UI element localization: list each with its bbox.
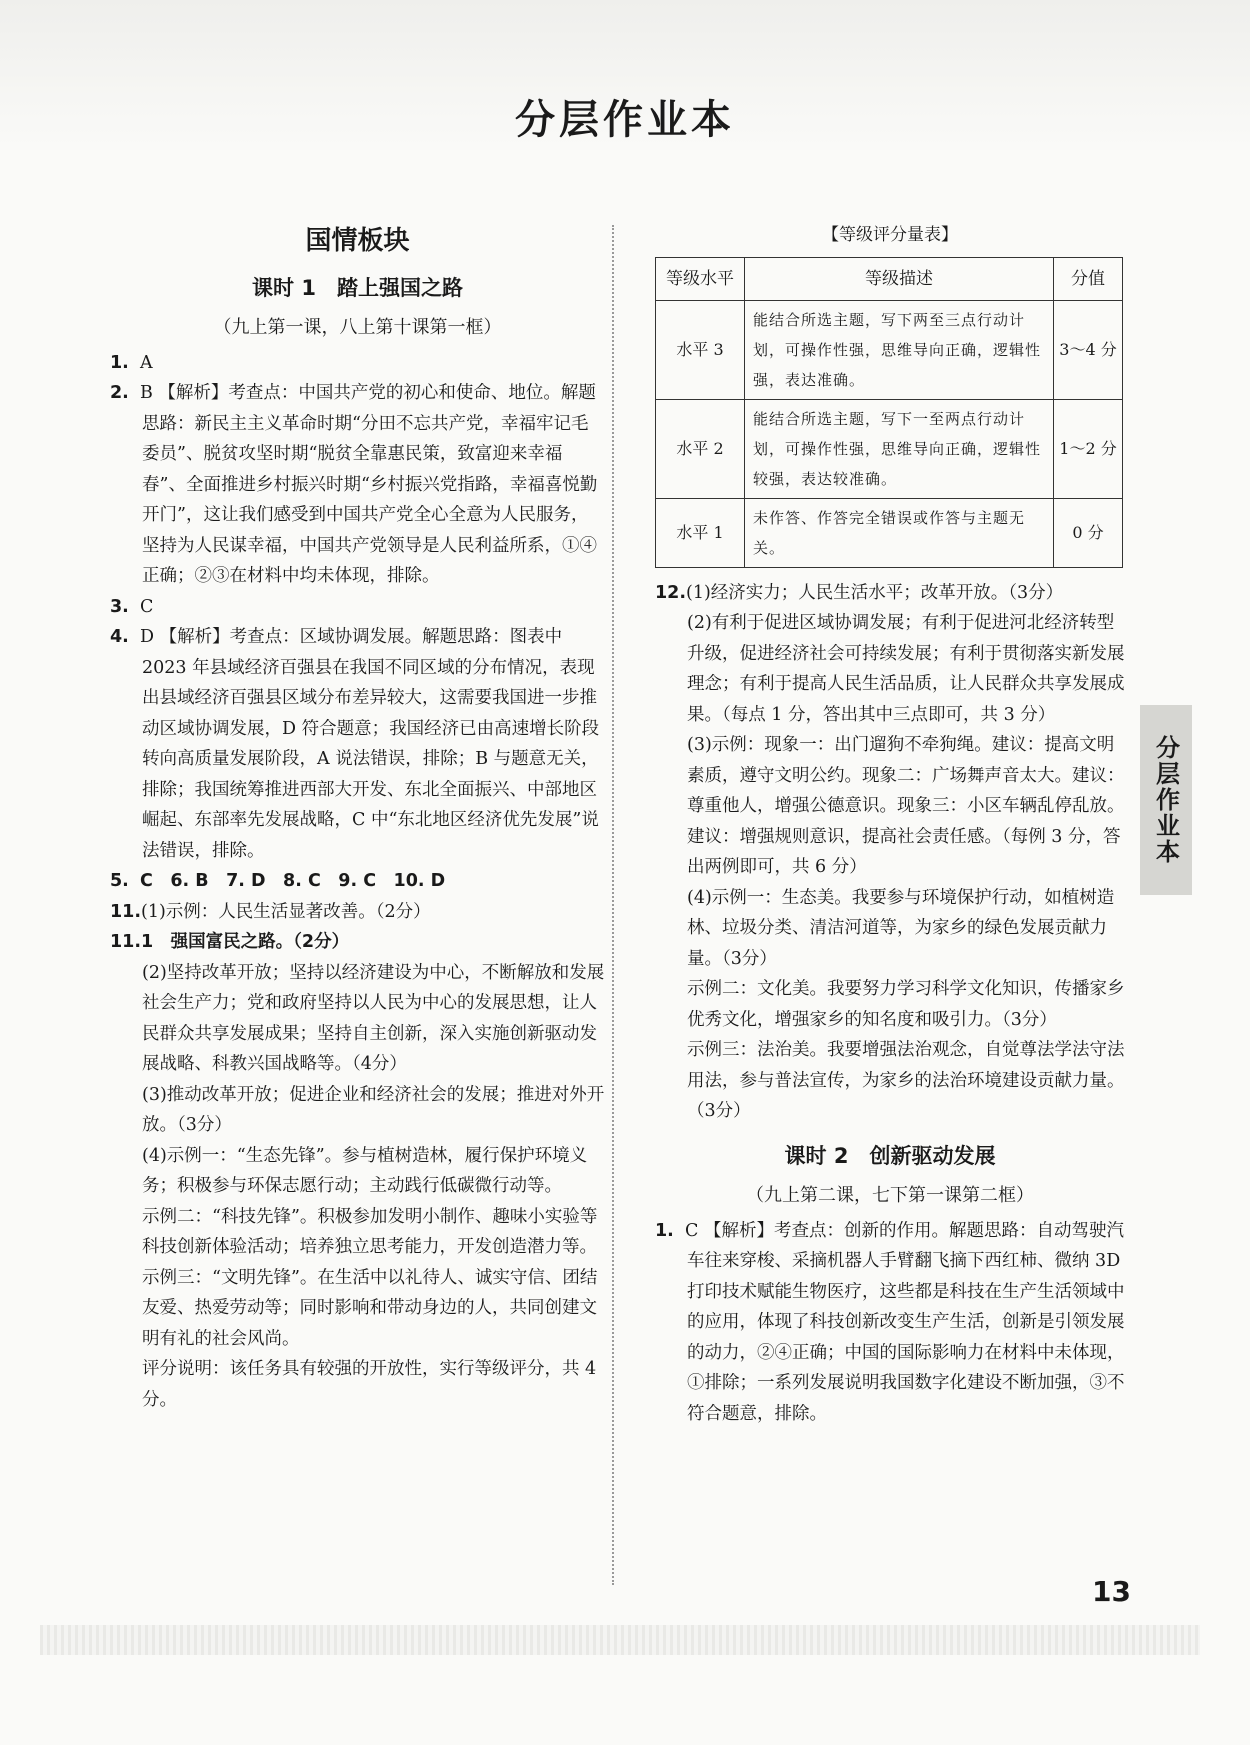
score-cell: 1～2 分 — [1054, 399, 1123, 498]
q11-para: 示例三：“文明先锋”。在生活中以礼待人、诚实守信、团结友爱、热爱劳动等；同时影响和带动身边的人，共同创建文明有礼的社会风尚。 — [142, 1267, 598, 1349]
section-title: 国情板块 — [305, 226, 410, 256]
q12-para: (2)有利于促进区域协调发展；有利于促进河北经济转型升级，促进经济社会可持续发展；有利于贯彻落实新发展理念；有利于提高人民生活品质，让人民群众共享发展成果。（每点 1 分，答出其中三点即可，共 3 分） — [687, 613, 1125, 725]
q11-para: (2)坚持改革开放；坚持以经济建设为中心，不断解放和发展社会生产力；党和政府坚持以人民为中心的发展思想，让人民群众共享发展成果；坚持自主创新，深入实施创新驱动发展战略、科教兴国战略等。（4分） — [142, 962, 605, 1074]
answer-item: 5. C 6. B 7. D 8. C 9. C 10. D — [110, 871, 446, 891]
right-column — [655, 220, 1125, 1429]
side-tab: 分层作业本 — [1140, 705, 1192, 895]
left-column — [110, 220, 605, 1415]
q12-para: 示例三：法治美。我要增强法治观念，自觉尊法学法守法用法，参与普法宣传，为家乡的法治环境建设贡献力量。（3分） — [687, 1040, 1125, 1121]
lesson1-subtitle: （九上第一课，八上第十课第一框） — [213, 317, 502, 338]
q12-para: (3)示例：现象一：出门遛狗不牵狗绳。建议：提高文明素质，遵守文明公约。现象二：广场舞声音太大。建议：尊重他人，增强公德意识。现象三：小区车辆乱停乱放。建议：增强规则意识，提高社会责任感。（每例 3 分，答出两例即可，共 6 分） — [687, 735, 1125, 877]
score-cell: 3～4 分 — [1054, 300, 1123, 399]
answer-item: 4. D 【解析】考查点：区域协调发展。解题思路：图表中 2023 年县域经济百强县在我国不同区域的分布情况，表现出县域经济百强县区域分布差异较大，这需要我国进一步推动区域协调发展，D 符合题意；我国经济已由高速增长阶段转向高质量发展阶段，A 说法错误，排除；B 与题意无关，排除；我国统筹推进西部大开发、东北全面振兴、中部地区崛起、东部率先发展战略，C 中“东北地区经济优先发展”说法错误，排除。 — [110, 627, 600, 861]
table-caption: 【等级评分量表】 — [822, 225, 958, 245]
q12-para: 示例二：文化美。我要努力学习科学文化知识，传播家乡优秀文化，增强家乡的知名度和吸引力。（3分） — [687, 979, 1125, 1030]
answer-item: 2. B 【解析】考查点：中国共产党的初心和使命、地位。解题思路：新民主主义革命时期“分田不忘共产党，幸福牢记毛委员”、脱贫攻坚时期“脱贫全靠惠民策，致富迎来幸福春”、全面推进乡村振兴时期“乡村振兴党指路，幸福喜悦勤开门”，这让我们感受到中国共产党全心全意为人民服务，坚持为人民谋幸福，中国共产党领导是人民利益所系，①④正确；②③在材料中均未体现，排除。 — [110, 383, 598, 586]
grading-table — [655, 257, 1123, 568]
desc-cell: 未作答、作答完全错误或作答与主题无关。 — [745, 498, 1054, 567]
desc-cell: 能结合所选主题，写下一至两点行动计划，可操作性强，思维导向正确，逻辑性较强，表达较准确。 — [745, 399, 1054, 498]
level-cell: 水平 3 — [656, 300, 745, 399]
lesson1-title: 课时 1 踏上强国之路 — [252, 275, 463, 300]
page-title: 分层作业本 — [515, 97, 735, 143]
page-number: 13 — [1092, 1575, 1131, 1608]
lesson2-subtitle: （九上第二课，七下第一课第二框） — [746, 1185, 1034, 1206]
answer-item: 1. C 【解析】考查点：创新的作用。解题思路：自动驾驶汽车往来穿梭、采摘机器人手臂翻飞摘下西红柿、微纳 3D 打印技术赋能生物医疗，这些都是科技在生产生活领域中的应用，体现了科技创新改变生产生活，创新是引领发展的动力，②④正确；中国的国际影响力在材料中未体现，①排除；一系列发展说明我国数字化建设不断加强，③不符合题意，排除。 — [655, 1220, 1125, 1424]
answer-item: 11.(1)示例：人民生活显著改善。（2分） — [110, 901, 431, 922]
table-row — [656, 498, 1123, 567]
column-divider — [612, 225, 614, 1585]
table-header: 等级描述 — [745, 257, 1054, 300]
score-cell: 0 分 — [1054, 498, 1123, 567]
table-header-row — [656, 257, 1123, 300]
table-row — [656, 399, 1123, 498]
table-header: 分值 — [1054, 257, 1123, 300]
table-row — [656, 300, 1123, 399]
level-cell: 水平 2 — [656, 399, 745, 498]
q11-para: (3)推动改革开放；促进企业和经济社会的发展；推进对外开放。（3分） — [142, 1084, 605, 1135]
scan-footer-band — [40, 1625, 1200, 1655]
q11-1-head: 11.1 强国富民之路。（2分） — [110, 932, 350, 952]
q11-para: 评分说明：该任务具有较强的开放性，实行等级评分，共 4 分。 — [142, 1359, 597, 1410]
level-cell: 水平 1 — [656, 498, 745, 567]
answer-item: 12.(1)经济实力；人民生活水平；改革开放。（3分） — [655, 582, 1064, 603]
desc-cell: 能结合所选主题，写下两至三点行动计划，可操作性强，思维导向正确，逻辑性强，表达准确。 — [745, 300, 1054, 399]
q11-para: (4)示例一：“生态先锋”。参与植树造林，履行保护环境义务；积极参与环保志愿行动；主动践行低碳微行动等。 — [142, 1145, 588, 1196]
answer-item: 1. A — [110, 352, 153, 373]
answer-item: 3. C — [110, 596, 154, 617]
q12-para: (4)示例一：生态美。我要参与环境保护行动，如植树造林、垃圾分类、清洁河道等，为家乡的绿色发展贡献力量。（3分） — [687, 887, 1115, 969]
table-header: 等级水平 — [656, 257, 745, 300]
lesson2-title: 课时 2 创新驱动发展 — [784, 1143, 996, 1168]
q11-para: 示例二：“科技先锋”。积极参加发明小制作、趣味小实验等科技创新体验活动；培养独立思考能力，开发创造潜力等。 — [142, 1206, 598, 1257]
